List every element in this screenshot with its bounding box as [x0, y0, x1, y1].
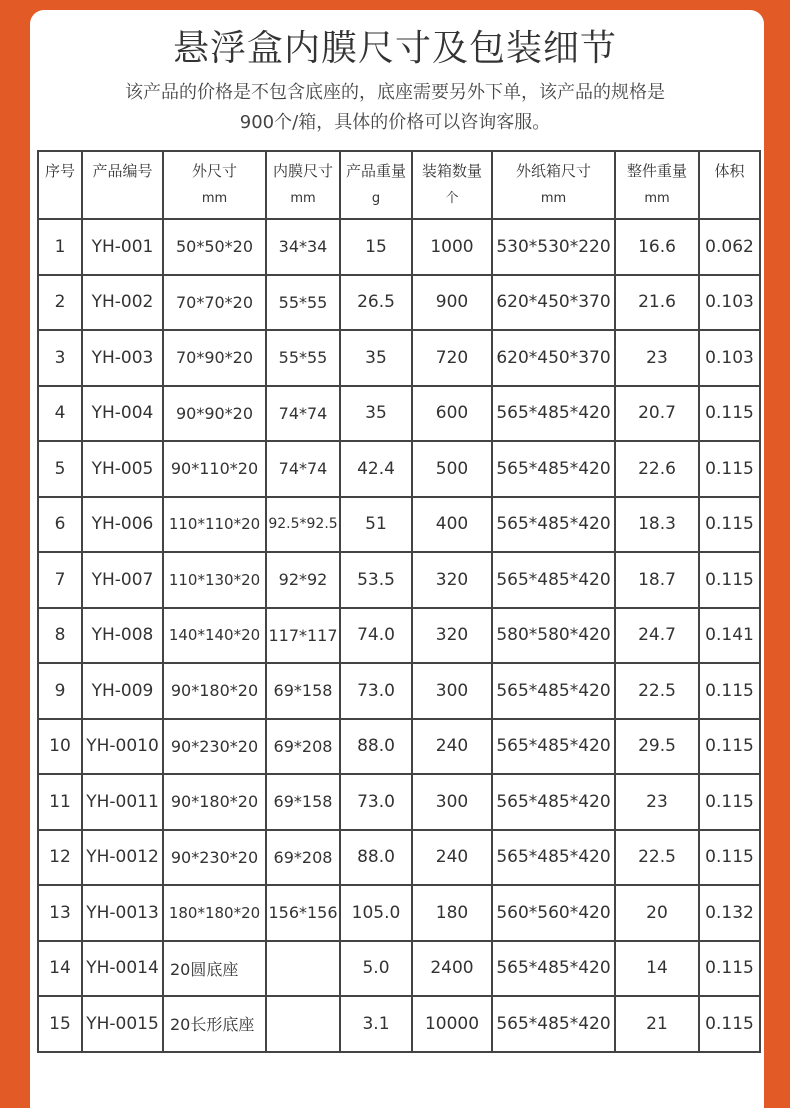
- table-cell: 90*90*20: [163, 386, 266, 442]
- table-cell: 0.115: [699, 386, 760, 442]
- table-cell: 73.0: [340, 663, 412, 719]
- table-cell: 320: [412, 608, 492, 664]
- table-row: [38, 552, 760, 608]
- table-cell: 35: [340, 386, 412, 442]
- table-cell: 21.6: [615, 275, 699, 331]
- table-cell: 1000: [412, 219, 492, 275]
- column-header-label: 内膜尺寸: [272, 162, 333, 180]
- column-header: [492, 151, 615, 219]
- table-cell: 0.115: [699, 441, 760, 497]
- table-cell: YH-004: [82, 386, 163, 442]
- table-cell: 9: [38, 663, 82, 719]
- table-cell: 565*485*420: [492, 386, 615, 442]
- table-row: [38, 330, 760, 386]
- table-row: [38, 885, 760, 941]
- table-cell: 26.5: [340, 275, 412, 331]
- column-header: [163, 151, 266, 219]
- column-header: [412, 151, 492, 219]
- table-cell: 6: [38, 497, 82, 553]
- table-cell: 0.115: [699, 719, 760, 775]
- column-header-unit: [83, 185, 162, 213]
- table-cell: 565*485*420: [492, 774, 615, 830]
- table-row: [38, 608, 760, 664]
- table-cell: 10000: [412, 996, 492, 1052]
- table-cell: 105.0: [340, 885, 412, 941]
- column-header-unit: mm: [290, 191, 316, 206]
- table-cell: 156*156: [266, 885, 340, 941]
- description-line-2: 900个/箱，具体的价格可以咨询客服。: [239, 112, 551, 133]
- column-header: [615, 151, 699, 219]
- table-cell: 3: [38, 330, 82, 386]
- table-header-row: [38, 151, 760, 219]
- table-cell: YH-006: [82, 497, 163, 553]
- table-cell: 69*158: [266, 663, 340, 719]
- column-header-label: 产品编号: [92, 162, 153, 180]
- column-header-label: 外尺寸: [191, 162, 237, 180]
- table-cell: 90*230*20: [163, 719, 266, 775]
- table-cell: 20圆底座: [163, 941, 266, 997]
- table-cell: YH-001: [82, 219, 163, 275]
- column-header-unit: 个: [445, 191, 459, 206]
- table-cell: 12: [38, 830, 82, 886]
- column-header-unit: [700, 185, 759, 213]
- table-cell: 720: [412, 330, 492, 386]
- table-cell: 565*485*420: [492, 497, 615, 553]
- table-cell: 69*208: [266, 719, 340, 775]
- table-cell: 55*55: [266, 275, 340, 331]
- table-cell: YH-0011: [82, 774, 163, 830]
- table-cell: 0.103: [699, 275, 760, 331]
- table-cell: 530*530*220: [492, 219, 615, 275]
- column-header-label: 序号: [44, 162, 75, 180]
- column-header-label: 体积: [714, 162, 745, 180]
- table-cell: [266, 996, 340, 1052]
- table-cell: 0.115: [699, 497, 760, 553]
- table-cell: 0.103: [699, 330, 760, 386]
- table-cell: 565*485*420: [492, 941, 615, 997]
- table-cell: 74*74: [266, 386, 340, 442]
- table-cell: 20长形底座: [163, 996, 266, 1052]
- column-header-unit: mm: [540, 191, 567, 206]
- table-row: [38, 941, 760, 997]
- table-row: [38, 774, 760, 830]
- table-row: [38, 663, 760, 719]
- table-cell: 180: [412, 885, 492, 941]
- table-cell: 500: [412, 441, 492, 497]
- table-cell: 620*450*370: [492, 330, 615, 386]
- column-header-label: 产品重量: [345, 162, 406, 180]
- table-cell: 23: [615, 774, 699, 830]
- table-cell: 0.115: [699, 830, 760, 886]
- description-line-1: 该产品的价格是不包含底座的，底座需要另外下单，该产品的规格是: [125, 82, 665, 103]
- table-cell: YH-0013: [82, 885, 163, 941]
- table-cell: 88.0: [340, 830, 412, 886]
- table-cell: 300: [412, 663, 492, 719]
- table-cell: YH-008: [82, 608, 163, 664]
- column-header-unit: [39, 185, 81, 213]
- table-cell: 22.6: [615, 441, 699, 497]
- table-row: [38, 386, 760, 442]
- table-cell: 0.115: [699, 774, 760, 830]
- table-cell: 70*90*20: [163, 330, 266, 386]
- table-cell: YH-0012: [82, 830, 163, 886]
- table-cell: 20.7: [615, 386, 699, 442]
- column-header-unit: mm: [644, 191, 670, 206]
- table-cell: 565*485*420: [492, 663, 615, 719]
- table-cell: 24.7: [615, 608, 699, 664]
- table-cell: 4: [38, 386, 82, 442]
- column-header-label: 装箱数量: [421, 162, 482, 180]
- table-cell: 50*50*20: [163, 219, 266, 275]
- table-cell: 18.7: [615, 552, 699, 608]
- table-cell: 11: [38, 774, 82, 830]
- table-cell: 8: [38, 608, 82, 664]
- table-cell: 0.115: [699, 996, 760, 1052]
- table-cell: 90*180*20: [163, 774, 266, 830]
- table-cell: 565*485*420: [492, 996, 615, 1052]
- table-cell: [266, 941, 340, 997]
- table-cell: 3.1: [340, 996, 412, 1052]
- table-cell: 565*485*420: [492, 552, 615, 608]
- table-cell: 5.0: [340, 941, 412, 997]
- table-row: [38, 497, 760, 553]
- column-header: [38, 151, 82, 219]
- table-cell: 42.4: [340, 441, 412, 497]
- column-header: [699, 151, 760, 219]
- table-cell: 560*560*420: [492, 885, 615, 941]
- table-cell: 18.3: [615, 497, 699, 553]
- table-cell: 7: [38, 552, 82, 608]
- table-cell: 14: [615, 941, 699, 997]
- table-cell: 0.141: [699, 608, 760, 664]
- table-cell: 92.5*92.5: [266, 497, 340, 553]
- table-cell: 90*230*20: [163, 830, 266, 886]
- table-cell: 0.115: [699, 941, 760, 997]
- table-row: [38, 275, 760, 331]
- table-cell: YH-002: [82, 275, 163, 331]
- table-cell: 34*34: [266, 219, 340, 275]
- table-cell: YH-005: [82, 441, 163, 497]
- column-header-unit: mm: [201, 191, 228, 206]
- table-cell: 180*180*20: [163, 885, 266, 941]
- table-cell: 0.132: [699, 885, 760, 941]
- table-cell: 110*110*20: [163, 497, 266, 553]
- column-header: [340, 151, 412, 219]
- table-cell: 1: [38, 219, 82, 275]
- table-cell: 22.5: [615, 830, 699, 886]
- table-row: [38, 219, 760, 275]
- table-cell: 74*74: [266, 441, 340, 497]
- table-cell: 21: [615, 996, 699, 1052]
- table-cell: 0.115: [699, 552, 760, 608]
- table-cell: 69*208: [266, 830, 340, 886]
- table-cell: 15: [38, 996, 82, 1052]
- table-row: [38, 830, 760, 886]
- table-cell: 14: [38, 941, 82, 997]
- table-cell: 73.0: [340, 774, 412, 830]
- table-cell: 69*158: [266, 774, 340, 830]
- table-cell: YH-009: [82, 663, 163, 719]
- table-cell: 2: [38, 275, 82, 331]
- table-cell: 400: [412, 497, 492, 553]
- table-cell: YH-0010: [82, 719, 163, 775]
- table-cell: YH-0015: [82, 996, 163, 1052]
- table-cell: YH-007: [82, 552, 163, 608]
- table-cell: 90*180*20: [163, 663, 266, 719]
- table-cell: 620*450*370: [492, 275, 615, 331]
- table-cell: 29.5: [615, 719, 699, 775]
- table-cell: YH-0014: [82, 941, 163, 997]
- table-cell: 92*92: [266, 552, 340, 608]
- column-header-label: 外纸箱尺寸: [515, 162, 591, 180]
- table-cell: 565*485*420: [492, 441, 615, 497]
- table-cell: 51: [340, 497, 412, 553]
- table-cell: 35: [340, 330, 412, 386]
- table-cell: 2400: [412, 941, 492, 997]
- table-cell: 23: [615, 330, 699, 386]
- table-row: [38, 441, 760, 497]
- table-cell: 74.0: [340, 608, 412, 664]
- table-cell: 580*580*420: [492, 608, 615, 664]
- table-cell: 15: [340, 219, 412, 275]
- column-header: [82, 151, 163, 219]
- table-cell: 320: [412, 552, 492, 608]
- table-cell: 90*110*20: [163, 441, 266, 497]
- column-header-label: 整件重量: [626, 162, 687, 180]
- table-cell: 565*485*420: [492, 719, 615, 775]
- page-title: 悬浮盒内膜尺寸及包装细节: [172, 28, 617, 69]
- table-cell: 565*485*420: [492, 830, 615, 886]
- table-row: [38, 719, 760, 775]
- table-cell: 88.0: [340, 719, 412, 775]
- table-cell: 16.6: [615, 219, 699, 275]
- table-cell: 0.062: [699, 219, 760, 275]
- table-cell: 10: [38, 719, 82, 775]
- table-cell: 53.5: [340, 552, 412, 608]
- column-header-unit: g: [371, 191, 381, 206]
- table-cell: 55*55: [266, 330, 340, 386]
- table-cell: 0.115: [699, 663, 760, 719]
- column-header: [266, 151, 340, 219]
- table-cell: 70*70*20: [163, 275, 266, 331]
- table-cell: YH-003: [82, 330, 163, 386]
- spec-table: [37, 150, 761, 1053]
- table-cell: 110*130*20: [163, 552, 266, 608]
- table-cell: 13: [38, 885, 82, 941]
- table-cell: 300: [412, 774, 492, 830]
- table-cell: 900: [412, 275, 492, 331]
- table-row: [38, 996, 760, 1052]
- table-cell: 140*140*20: [163, 608, 266, 664]
- table-cell: 240: [412, 830, 492, 886]
- table-cell: 20: [615, 885, 699, 941]
- table-cell: 240: [412, 719, 492, 775]
- table-cell: 117*117: [266, 608, 340, 664]
- table-cell: 5: [38, 441, 82, 497]
- table-cell: 600: [412, 386, 492, 442]
- table-cell: 22.5: [615, 663, 699, 719]
